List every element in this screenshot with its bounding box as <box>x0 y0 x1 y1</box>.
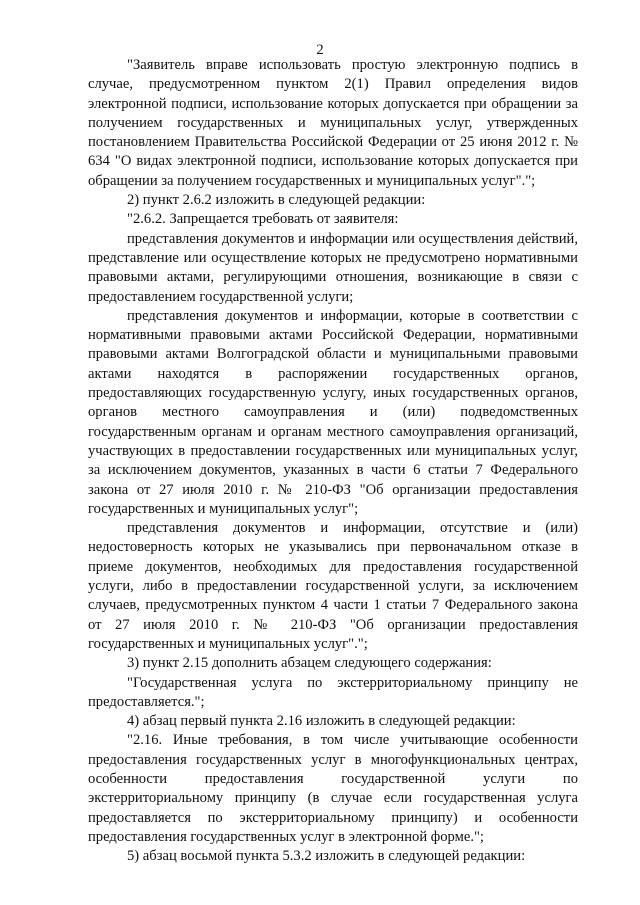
paragraph-prohibition-missing-info: представления документов и информации, отсутствие и (или) недостоверность которых не указывались при первоначальном отказе в приеме документов, необходимых для предоставления государственной услуги, либо в предоставлении государственной услуги, за исключением случаев, предусмотренных пунктом 4 части 1 статьи 7 Федерального закона от 27 июля 2010 г. № 210-ФЗ "Об организации предоставления государственных и муниципальных услуг"."; <box>88 520 578 652</box>
document-body <box>88 56 578 866</box>
paragraph-item-4: 4) абзац первый пункта 2.16 изложить в следующей редакции: <box>127 713 516 730</box>
paragraph-item-3: 3) пункт 2.15 дополнить абзацем следующего содержания: <box>127 655 492 672</box>
paragraph-extraterritorial: "Государственная услуга по экстерриториальному принципу не предоставляется."; <box>88 674 578 710</box>
paragraph-prohibition-actions: представления документов и информации или осуществления действий, представление или осуществление которых не предусмотрено нормативными правовыми актами, регулирующими отношения, возникающие в связи с предоставлением государственной услуги; <box>88 230 578 305</box>
paragraph-2-6-2-heading: "2.6.2. Запрещается требовать от заявителя: <box>127 211 399 228</box>
paragraph-prohibition-documents: представления документов и информации, которые в соответствии с нормативными правовыми актами Российской Федерации, нормативными правовыми актами Волгоградской области и муниципальными правовыми актами находятся в распоряжении государственных органов, предоставляющих государственную услугу, иных государственных органов, органов местного самоуправления и (или) подведомственных государственным органам и органам местного самоуправления организаций, участвующих в предоставлении государственных или муниципальных услуг, за исключением документов, указанных в части 6 статьи 7 Федерального закона от 27 июля 2010 г. № 210-ФЗ "Об организации предоставления государственных и муниципальных услуг"; <box>88 307 578 517</box>
paragraph-item-2: 2) пункт 2.6.2 изложить в следующей редакции: <box>127 192 426 209</box>
page-number: 2 <box>316 42 324 58</box>
paragraph-simple-signature: "Заявитель вправе использовать простую электронную подпись в случае, предусмотренном пунктом 2(1) Правил определения видов электронной подписи, использование которых допускается при обращении за получением государственных и муниципальных услуг, утвержденных постановлением Правительства Российской Федерации от 25 июня 2012 г. № 634 "О видах электронной подписи, использование которых допускается при обращении за получением государственных и муниципальных услуг"."; <box>88 57 578 189</box>
paragraph-item-5: 5) абзац восьмой пункта 5.3.2 изложить в следующей редакции: <box>127 848 526 865</box>
paragraph-2-16: "2.16. Иные требования, в том числе учитывающие особенности предоставления государственных услуг в многофункциональных центрах, особенности предоставления государственной услуги по экстерриториальному принципу (в случае если государственная услуга предоставляется по экстерриториальному принципу) и особенности предоставления государственных услуг в электронной форме."; <box>88 732 578 845</box>
